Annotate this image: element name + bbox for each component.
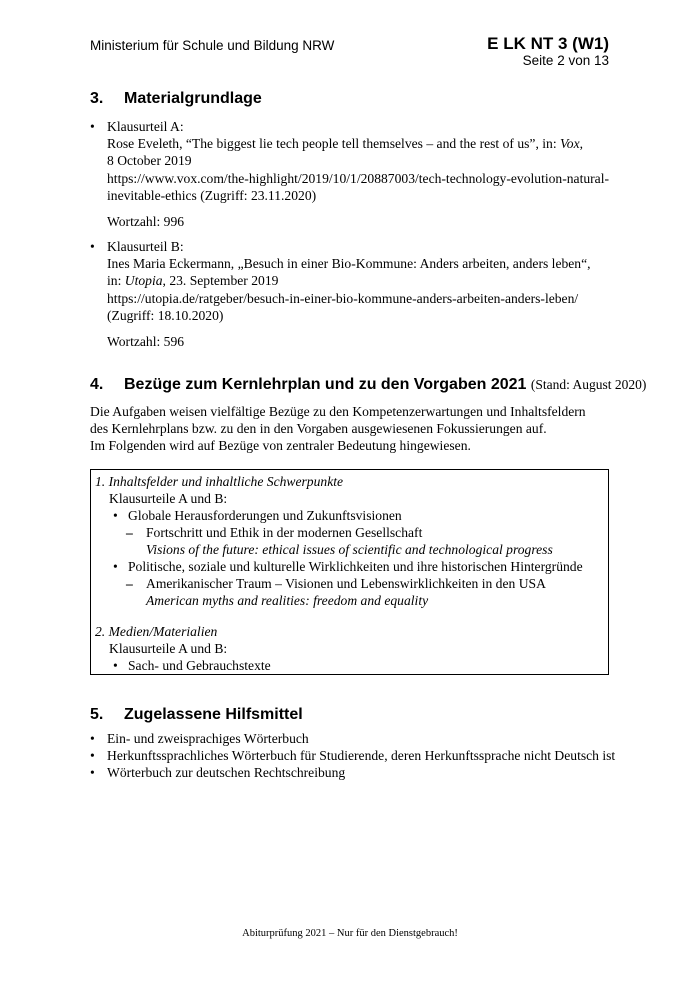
box-italic-2: American myths and realities: freedom and equality bbox=[146, 593, 429, 608]
list-item: • Wörterbuch zur deutschen Rechtschreibung bbox=[90, 765, 346, 781]
material-item-a bbox=[90, 118, 630, 230]
bullet: • bbox=[90, 239, 95, 254]
bullet: • bbox=[113, 508, 118, 523]
aids-list bbox=[90, 730, 630, 782]
section-4-heading bbox=[90, 376, 646, 394]
section-title: Zugelassene Hilfsmittel bbox=[124, 706, 303, 723]
box-subheading: Klausurteile A und B: bbox=[109, 491, 228, 506]
bullet: • bbox=[113, 559, 118, 574]
material-citation: Rose Eveleth, “The biggest lie tech people tell themselves – and the rest of us”, in: Vox, bbox=[107, 136, 584, 152]
material-url-cont: inevitable-ethics (Zugriff: 23.11.2020) bbox=[107, 187, 317, 203]
material-citation: Ines Maria Eckermann, „Besuch in einer Bio-Kommune: Anders arbeiten, anders leben“, bbox=[107, 256, 591, 272]
box-dash-1: Fortschritt und Ethik in der modernen Gesellschaft bbox=[146, 525, 423, 540]
section-4-paragraph bbox=[90, 403, 625, 455]
page-number: Seite 2 von 13 bbox=[522, 53, 609, 68]
source-name: Utopia bbox=[124, 273, 163, 289]
box-dash-2: Amerikanischer Traum – Visionen und Lebenswirklichkeiten in den USA bbox=[146, 576, 546, 591]
section-5-heading bbox=[90, 706, 303, 724]
bullet: • bbox=[90, 765, 95, 781]
header-ministry: Ministerium für Schule und Bildung NRW bbox=[90, 38, 335, 53]
list-item: • Ein- und zweisprachiges Wörterbuch bbox=[90, 731, 309, 746]
curriculum-box bbox=[90, 469, 609, 675]
list-item: • Herkunftssprachliches Wörterbuch für Studierende, deren Herkunftssprache nicht Deutsch ist bbox=[90, 748, 616, 764]
section-title: Materialgrundlage bbox=[124, 90, 262, 107]
section-number: 4. bbox=[90, 376, 104, 393]
paragraph-line: Im Folgenden wird auf Bezüge von zentraler Bedeutung hingewiesen. bbox=[90, 438, 471, 454]
box-italic-1: Visions of the future: ethical issues of scientific and technological progress bbox=[146, 542, 553, 557]
material-date: 8 October 2019 bbox=[107, 153, 192, 169]
word-count: Wortzahl: 596 bbox=[107, 334, 185, 350]
box-heading-1: 1. Inhaltsfelder und inhaltliche Schwerpunkte bbox=[95, 474, 344, 489]
dash: – bbox=[126, 576, 133, 591]
box-bullet-1: Globale Herausforderungen und Zukunftsvisionen bbox=[128, 508, 402, 523]
material-item-b bbox=[90, 238, 630, 350]
material-url: https://www.vox.com/the-highlight/2019/10/1/20887003/tech-technology-evolution-natural- bbox=[107, 170, 610, 186]
page-footer: Abiturprüfung 2021 – Nur für den Dienstgebrauch! bbox=[242, 928, 458, 939]
material-label: Klausurteil A: bbox=[107, 119, 184, 134]
dash: – bbox=[126, 525, 133, 540]
box-bullet-2: Politische, soziale und kulturelle Wirklichkeiten und ihre historischen Hintergründe bbox=[128, 559, 583, 574]
material-label: Klausurteil B: bbox=[107, 239, 184, 254]
box-heading-2: 2. Medien/Materialien bbox=[95, 624, 218, 639]
bullet: • bbox=[90, 119, 95, 134]
exam-code: E LK NT 3 (W1) bbox=[487, 34, 609, 53]
material-citation-cont: in: Utopia, 23. September 2019 bbox=[107, 273, 279, 289]
box-subheading: Klausurteile A und B: bbox=[109, 641, 228, 656]
section-title: Bezüge zum Kernlehrplan und zu den Vorgaben 2021 bbox=[124, 376, 527, 393]
paragraph-line: Die Aufgaben weisen vielfältige Bezüge zu den Kompetenzerwartungen und Inhaltsfeldern bbox=[90, 404, 586, 419]
bullet: • bbox=[90, 731, 95, 746]
paragraph-line: des Kernlehrplans bzw. zu den in den Vorgaben ausgewiesenen Fokussierungen auf. bbox=[90, 421, 547, 437]
stand-note: (Stand: August 2020) bbox=[530, 377, 647, 392]
section-3-heading bbox=[90, 90, 262, 108]
bullet: • bbox=[90, 748, 95, 764]
word-count: Wortzahl: 996 bbox=[107, 214, 185, 230]
section-number: 5. bbox=[90, 706, 104, 723]
section-number: 3. bbox=[90, 90, 104, 107]
material-url-cont: (Zugriff: 18.10.2020) bbox=[107, 307, 224, 323]
source-name: Vox bbox=[560, 136, 580, 152]
bullet: • bbox=[113, 658, 118, 673]
material-url: https://utopia.de/ratgeber/besuch-in-einer-bio-kommune-anders-arbeiten-anders-leben/ bbox=[107, 290, 579, 306]
box-bullet-3: Sach- und Gebrauchstexte bbox=[128, 658, 271, 673]
